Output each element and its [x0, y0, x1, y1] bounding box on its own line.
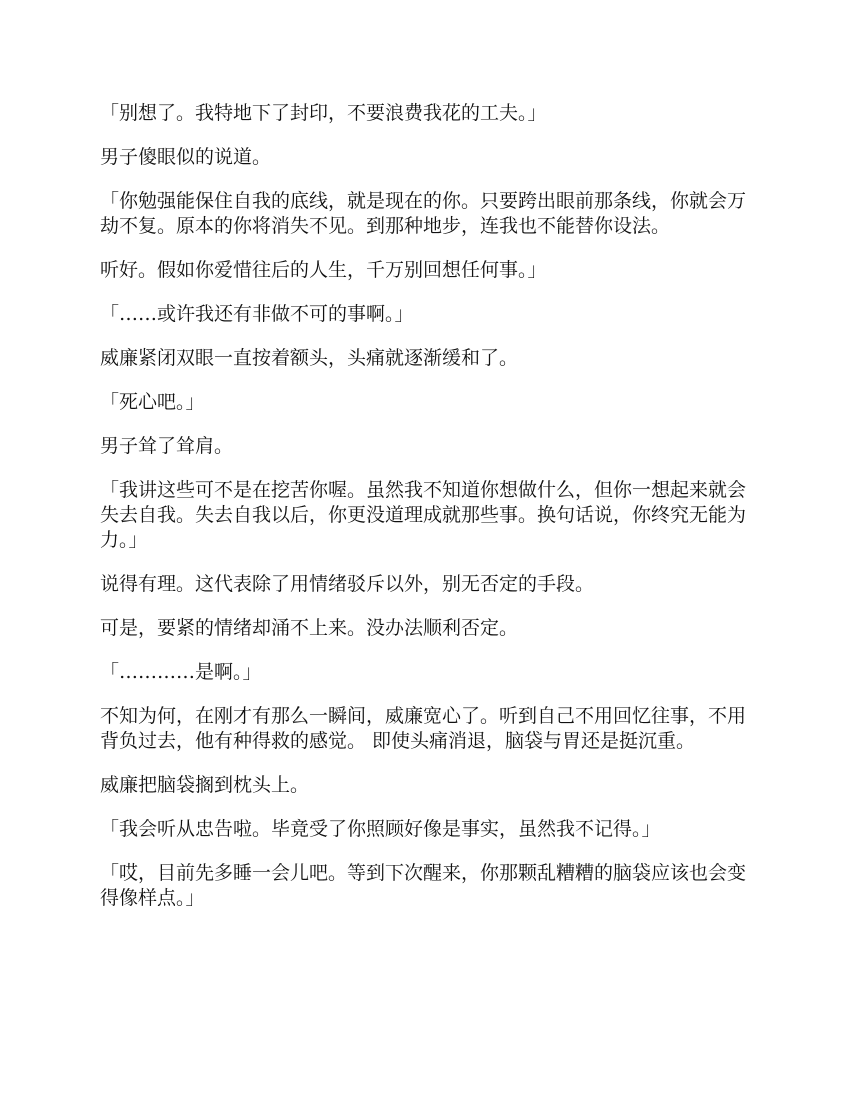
paragraph: 「……或许我还有非做不可的事啊。」: [100, 303, 414, 325]
paragraph: 「我讲这些可不是在挖苦你喔。虽然我不知道你想做什么，但你一想起来就会失去自我。失去自我以后，你更没道理成就那些事。换句话说，你终究无能为力。」: [100, 479, 747, 551]
paragraph: 威廉紧闭双眼一直按着额头，头痛就逐渐缓和了。: [100, 347, 519, 369]
paragraph: 男子耸了耸肩。: [100, 435, 234, 457]
paragraph: 「哎，目前先多睡一会儿吧。等到下次醒来，你那颗乱糟糟的脑袋应该也会变得像样点。」: [100, 862, 747, 909]
paragraph: 「你勉强能保住自我的底线，就是现在的你。只要跨出眼前那条线，你就会万劫不复。原本的你将消失不见。到那种地步，连我也不能替你设法。: [100, 190, 747, 237]
paragraph: 威廉把脑袋搁到枕头上。: [100, 774, 310, 796]
paragraph: 「我会听从忠告啦。毕竟受了你照顾好像是事实，虽然我不记得。」: [100, 818, 661, 840]
paragraph: 「别想了。我特地下了封印，不要浪费我花的工夫。」: [100, 102, 547, 124]
paragraph: 男子傻眼似的说道。: [100, 146, 272, 168]
paragraph: 可是，要紧的情绪却涌不上来。没办法顺利否定。: [100, 617, 519, 639]
paragraph: 「死心吧。」: [100, 391, 205, 413]
paragraph: 听好。假如你爱惜往后的人生，千万别回想任何事。」: [100, 259, 547, 281]
paragraph: 「…………是啊。」: [100, 661, 262, 683]
paragraph: 不知为何，在刚才有那么一瞬间，威廉宽心了。听到自己不用回忆往事，不用背负过去，他有种得救的感觉。 即使头痛消退，脑袋与胃还是挺沉重。: [100, 705, 747, 752]
paragraph: 说得有理。这代表除了用情绪驳斥以外，别无否定的手段。: [100, 573, 595, 595]
